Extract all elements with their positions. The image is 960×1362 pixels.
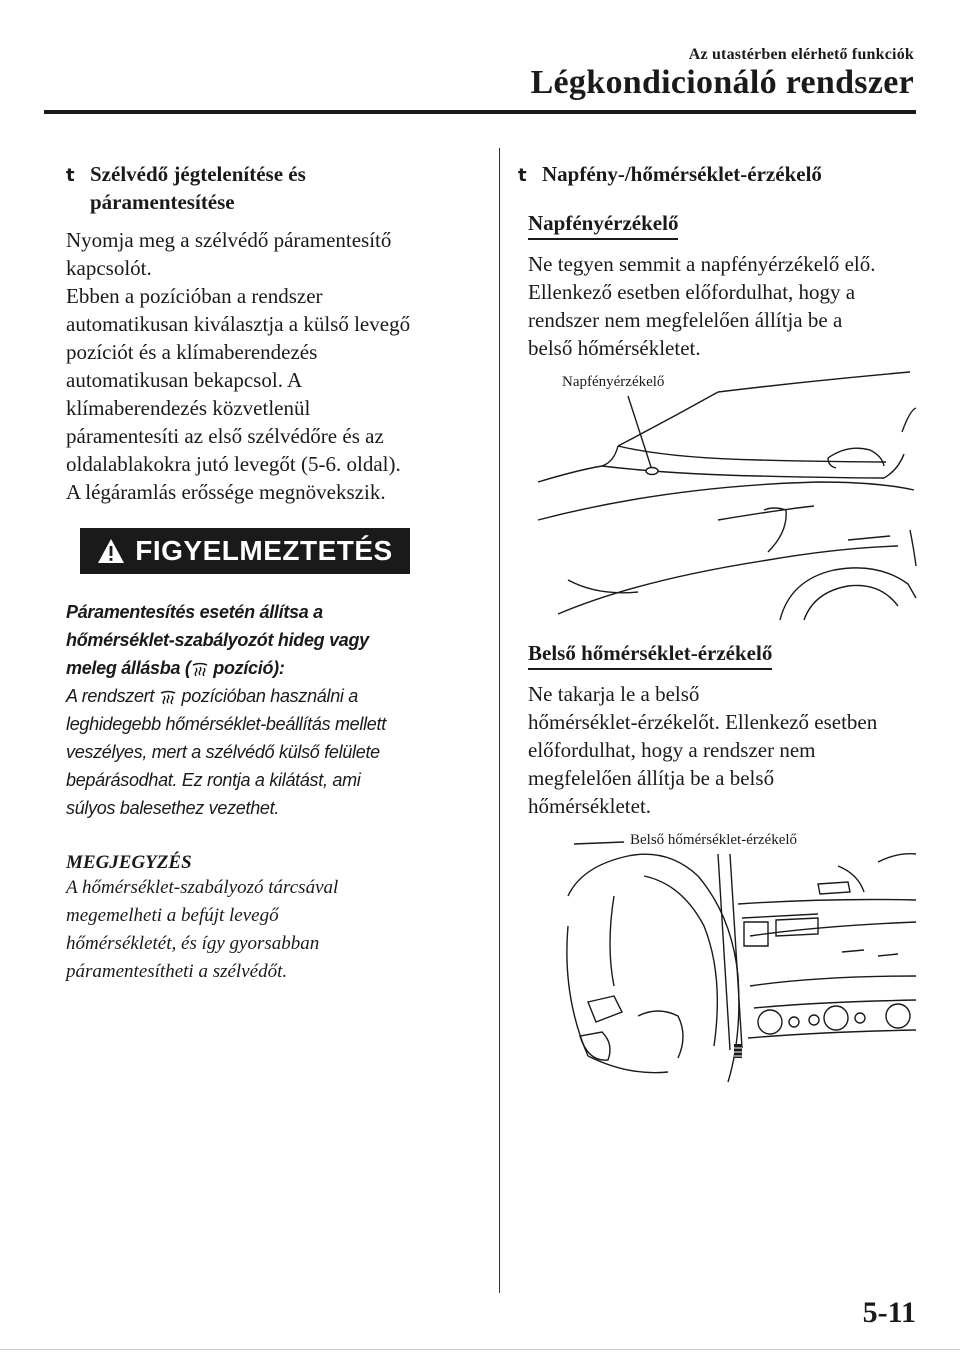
- windshield-defrost-icon: [159, 689, 177, 705]
- temp-sensor-label: Belső hőmérséklet-érzékelő: [630, 832, 798, 848]
- temp-sensor-subheading: Belső hőmérséklet-érzékelő: [528, 640, 772, 670]
- sun-sensor-label: Napfényérzékelő: [562, 374, 665, 390]
- steering-wheel-illustration: [518, 826, 918, 1096]
- bullet-icon: t: [518, 165, 527, 186]
- temp-sensor-body: Ne takarja le a belső hőmérséklet-érzékelőt. Ellenkező esetben előfordulhat, hogy a rendszer nem megfelelően állítja be a belső hőmérsékletet.: [528, 682, 878, 818]
- sun-sensor-subheading: Napfényérzékelő: [528, 210, 678, 240]
- sensor-heading: t Napfény-/hőmérséklet-érzékelő: [518, 160, 918, 190]
- warning-triangle-icon: [97, 538, 125, 564]
- footer-rule: [0, 1349, 960, 1350]
- warning-title: FIGYELMEZTETÉS: [135, 535, 393, 566]
- column-divider: [499, 148, 500, 1293]
- defrost-body: Nyomja meg a szélvédő páramentesítő kapcsolót. Ebben a pozícióban a rendszer automatikusan kiválasztja a külső levegő pozíciót és a klímaberendezés automatikusan bekapcsol. A klímaberendezés közvetlenül páramentesíti az első szélvédőre és az oldalablakokra jutó levegőt (5-6. oldal). A légáramlás erőssége megnövekszik.: [66, 228, 411, 504]
- header-chapter-title: Légkondicionáló rendszer: [530, 64, 914, 101]
- sun-sensor-figure: [518, 370, 918, 620]
- warning-body: Páramentesítés esetén állítsa a hőmérséklet-szabályozót hideg vagy meleg állásba ( pozíció): A rendszert pozícióban használni a leghidegebb hőmérséklet-beállítás mellett veszélyes, mert a szélvédő külső felülete bepárásodhat. Ez rontja a kilátást, ami súlyos balesethez vezethet.: [66, 602, 386, 818]
- defrost-heading: t Szélvédő jégtelenítése és páramentesítése: [66, 162, 306, 214]
- header-rule: [44, 110, 916, 114]
- sun-sensor-body: Ne tegyen semmit a napfényérzékelő elő. Ellenkező esetben előfordulhat, hogy a rendszer nem megfelelően állítja be a belső hőmérsékletet.: [528, 252, 876, 360]
- page-number: 5-11: [862, 1296, 916, 1329]
- car-windshield-illustration: [518, 370, 918, 620]
- temp-sensor-figure: [518, 826, 918, 1096]
- header-section-title: Az utastérben elérhető funkciók: [688, 46, 914, 63]
- right-column: [518, 160, 918, 1096]
- note-title: MEGJEGYZÉS: [66, 852, 192, 873]
- warning-banner: [80, 528, 410, 574]
- left-column: [66, 160, 476, 986]
- windshield-defrost-icon: [191, 661, 209, 677]
- note-body: A hőmérséklet-szabályozó tárcsával megemelheti a befújt levegő hőmérsékletét, és így gyorsabban páramentesítheti a szélvédőt.: [66, 877, 339, 982]
- bullet-icon: t: [66, 165, 75, 186]
